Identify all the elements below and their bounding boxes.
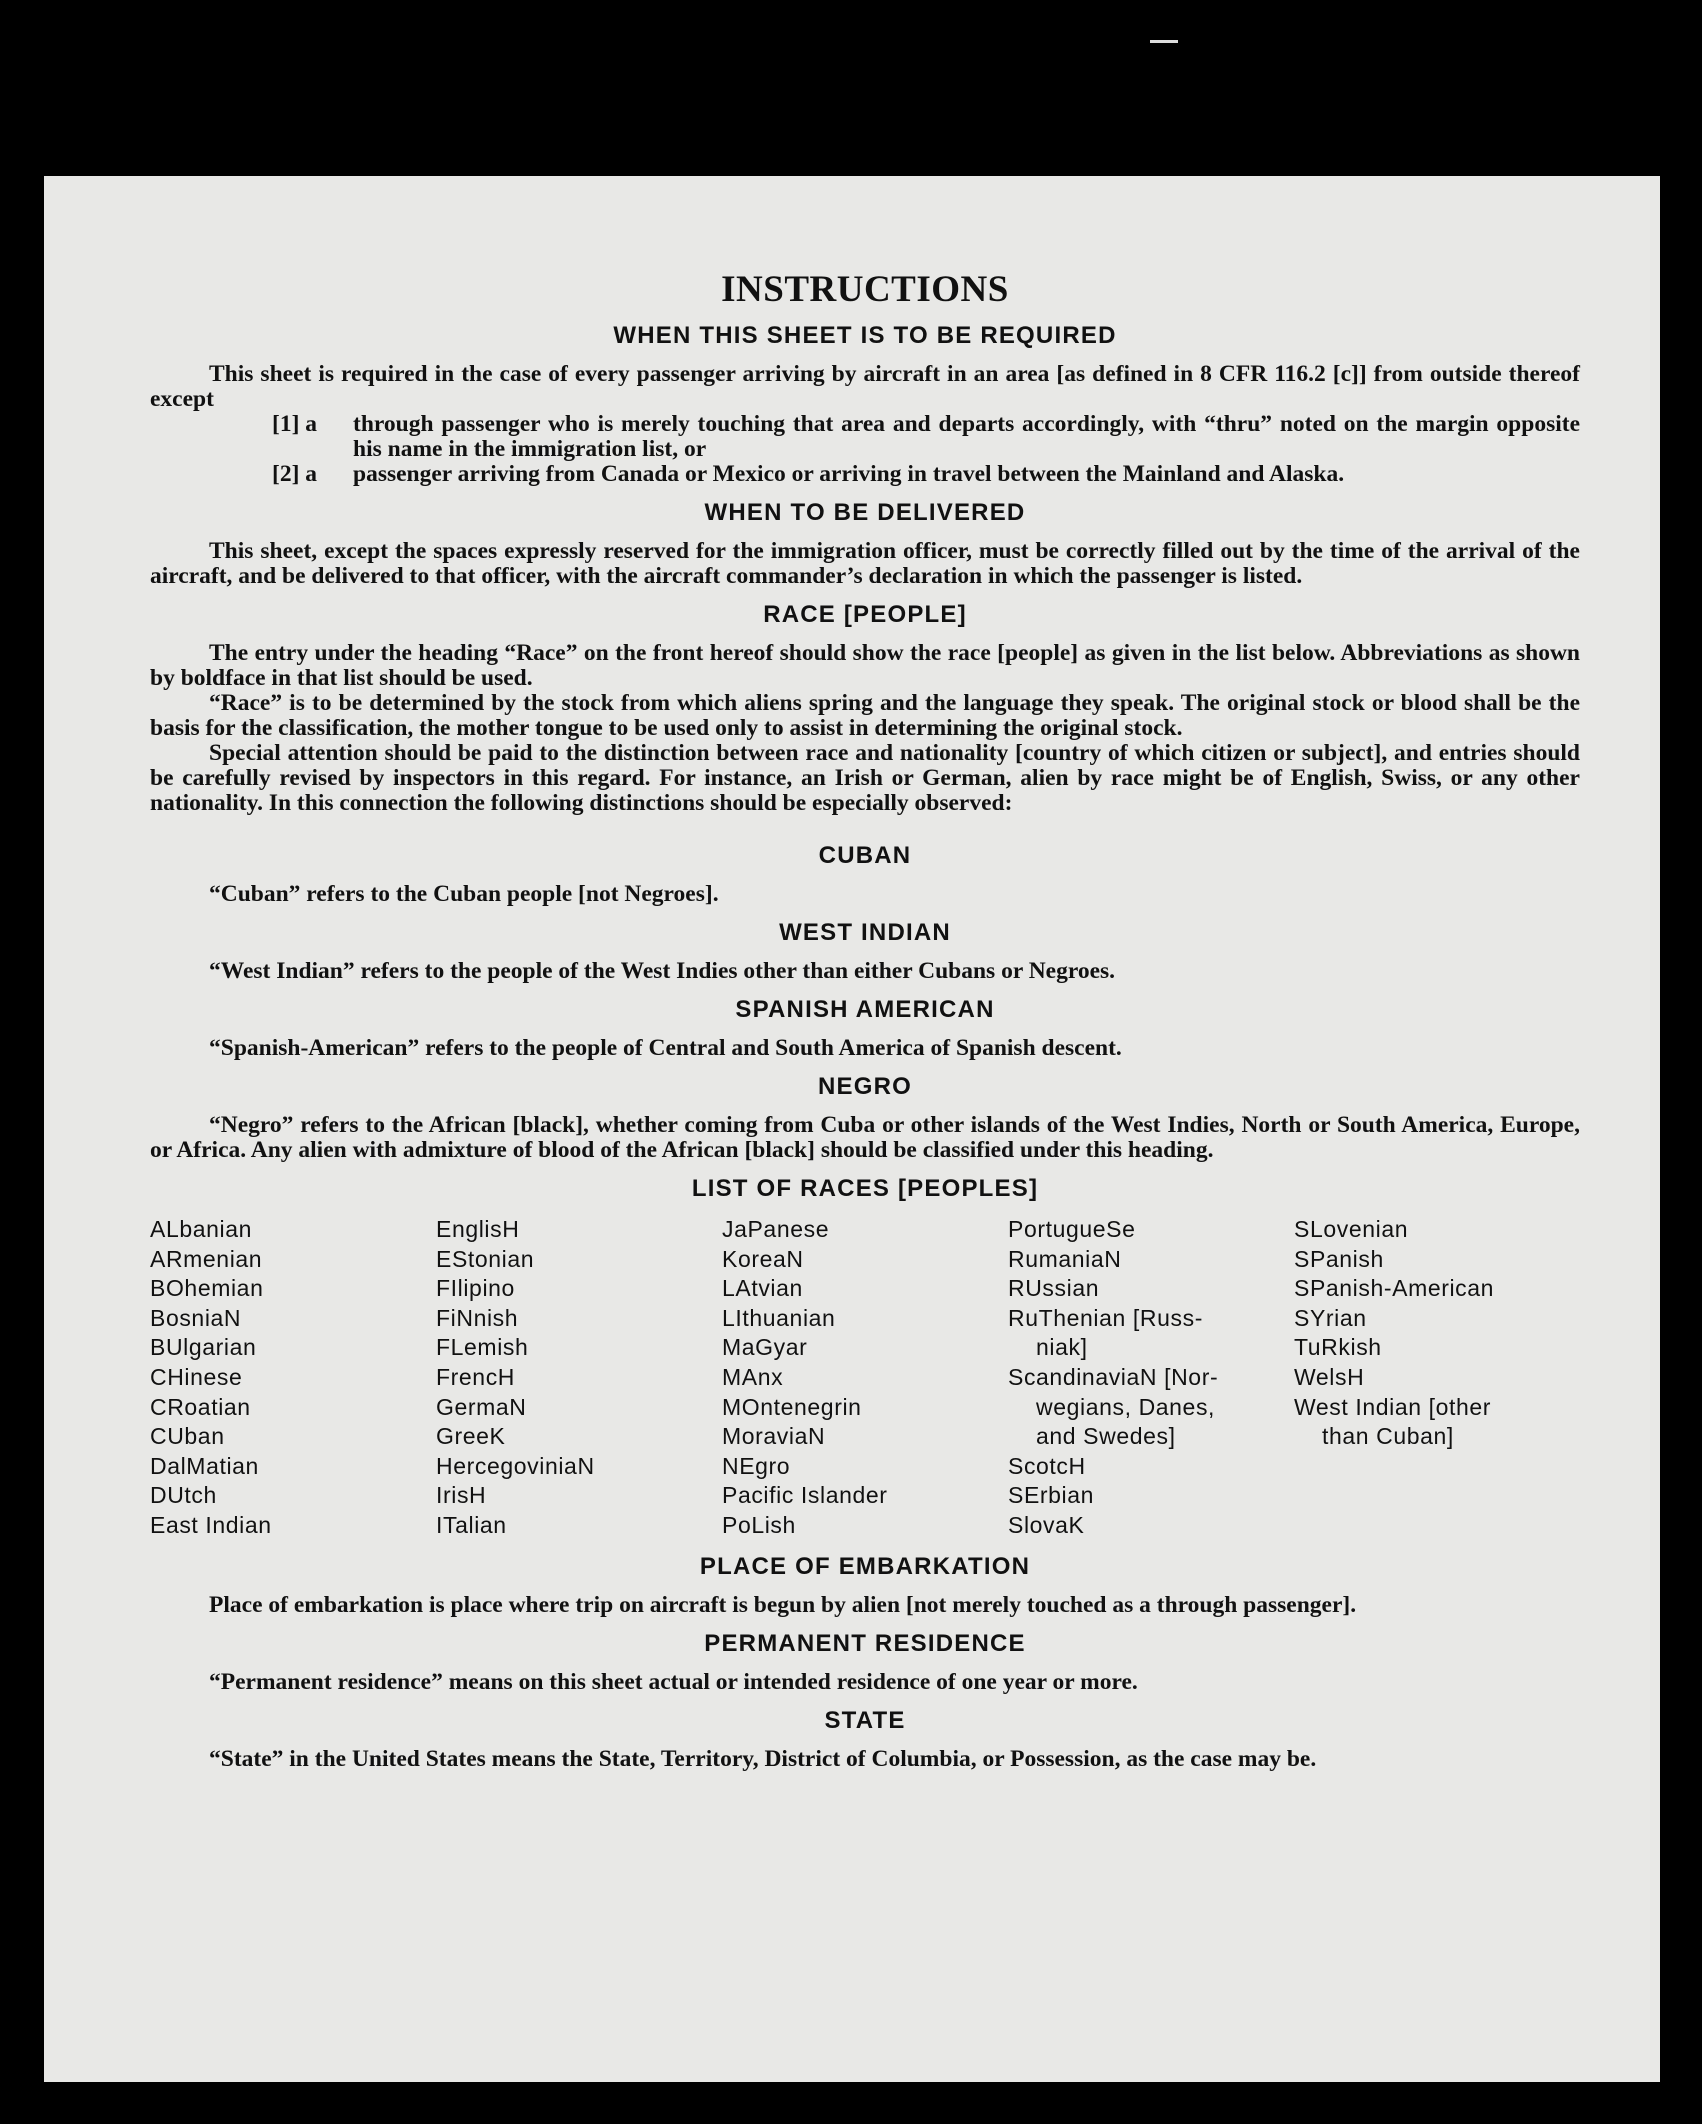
race-item: ScandinaviaN [Nor-	[1008, 1363, 1219, 1390]
heading-state: STATE	[824, 1706, 906, 1734]
race-item: ARmenian	[150, 1245, 263, 1272]
race-item: ITalian	[436, 1511, 507, 1538]
race-item: BosniaN	[150, 1304, 242, 1331]
race-item: IrisH	[436, 1482, 487, 1509]
heading-race: RACE [PEOPLE]	[763, 601, 967, 628]
residence-text: “Permanent residence” means on this sheet actual or intended residence of one year or more.	[209, 1668, 1138, 1695]
item-label: [2] a	[272, 461, 318, 487]
race-item: CRoatian	[150, 1393, 251, 1420]
race-item: FIlipino	[436, 1275, 515, 1302]
race-paragraph-2: “Race” is to be determined by the stock from which aliens spring and the language they speak. The original stock or blood shall be the basis for the classification, the mother tongue to be used only to assist in determining the original stock.	[150, 690, 1580, 741]
race-item: RumaniaN	[1008, 1245, 1122, 1272]
race-item: TuRkish	[1294, 1334, 1382, 1361]
cuban-text: “Cuban” refers to the Cuban people [not Negroes].	[209, 881, 719, 907]
item-text: passenger arriving from Canada or Mexico or arriving in travel between the Mainland and Alaska.	[353, 461, 1345, 487]
race-item: HercegoviniaN	[436, 1452, 595, 1479]
race-item: CHinese	[150, 1363, 243, 1390]
race-item: ScotcH	[1008, 1452, 1086, 1479]
state-text: “State” in the United States means the State, Territory, District of Columbia, or Possession, as the case may be.	[209, 1745, 1317, 1772]
race-item: East Indian	[150, 1511, 272, 1538]
race-item: CUban	[150, 1423, 225, 1450]
race-item: NEgro	[722, 1452, 791, 1479]
delivered-text: This sheet, except the spaces expressly reserved for the immigration officer, must be correctly filled out by the time of the arrival of the aircraft, and be delivered to that officer, with the aircraft commander’s declaration in which the passenger is listed.	[150, 538, 1580, 589]
race-item: SlovaK	[1008, 1511, 1085, 1538]
races-column-1	[150, 1215, 436, 1541]
race-item: JaPanese	[722, 1216, 830, 1242]
race-item: BUlgarian	[150, 1334, 257, 1361]
race-item: West Indian [other	[1294, 1393, 1492, 1420]
races-column-5	[1294, 1215, 1580, 1541]
race-item: SYrian	[1294, 1304, 1367, 1331]
race-item: SPanish-American	[1294, 1275, 1495, 1302]
race-item: Pacific Islander	[722, 1482, 888, 1509]
item-label: [1] a	[272, 411, 318, 437]
race-item: SLovenian	[1294, 1216, 1409, 1242]
race-item-continued: and Swedes]	[1036, 1423, 1176, 1450]
races-column-4	[1008, 1215, 1294, 1541]
race-item: WelsH	[1294, 1363, 1365, 1390]
race-item: BOhemian	[150, 1275, 264, 1302]
west-indian-text: “West Indian” refers to the people of the West Indies other than either Cubans or Negroes.	[209, 958, 1116, 984]
race-item: GermaN	[436, 1393, 527, 1420]
page-title: INSTRUCTIONS	[721, 269, 1009, 310]
race-item: MaGyar	[722, 1334, 808, 1361]
race-item: PortugueSe	[1008, 1216, 1136, 1242]
race-item: MOntenegrin	[722, 1393, 862, 1420]
race-item: LAtvian	[722, 1275, 803, 1302]
race-paragraph-3: Special attention should be paid to the distinction between race and nationality [country of which citizen or subject], and entries should be carefully revised by inspectors in this regard. For instance, an Irish or German, alien by race might be of English, Swiss, or any other nationality. In this connection the following distinctions should be especially observed:	[150, 740, 1580, 816]
race-item: GreeK	[436, 1423, 506, 1450]
race-item: LIthuanian	[722, 1304, 836, 1331]
scan-mark	[1150, 40, 1178, 43]
heading-spanish-american: SPANISH AMERICAN	[735, 996, 995, 1023]
required-intro: This sheet is required in the case of every passenger arriving by aircraft in an area [as defined in 8 CFR 116.2 [c]] from outside thereof except	[150, 361, 1580, 412]
race-item: FiNnish	[436, 1304, 519, 1331]
race-item: MAnx	[722, 1363, 784, 1390]
heading-west-indian: WEST INDIAN	[779, 919, 951, 946]
required-item-2	[272, 462, 1580, 487]
race-item: ALbanian	[150, 1216, 252, 1242]
race-item-continued: niak]	[1036, 1334, 1088, 1361]
race-item: EnglisH	[436, 1216, 520, 1242]
heading-list-of-races: LIST OF RACES [PEOPLES]	[691, 1175, 1039, 1202]
races-column-2	[436, 1215, 722, 1541]
race-item-continued: than Cuban]	[1322, 1423, 1454, 1450]
required-item-1	[272, 412, 1580, 462]
heading-required: WHEN THIS SHEET IS TO BE REQUIRED	[613, 322, 1117, 349]
race-item: MoraviaN	[722, 1423, 826, 1450]
race-item-continued: wegians, Danes,	[1036, 1393, 1216, 1420]
race-item: EStonian	[436, 1245, 535, 1272]
heading-delivered: WHEN TO BE DELIVERED	[704, 499, 1026, 526]
document-page	[44, 176, 1660, 2082]
heading-cuban: CUBAN	[818, 842, 912, 869]
item-text: through passenger who is merely touching that area and departs accordingly, with “thru” noted on the margin opposite his name in the immigration list, or	[353, 411, 1580, 462]
race-item: DUtch	[150, 1482, 217, 1509]
race-item: KoreaN	[722, 1245, 804, 1272]
race-item: SErbian	[1008, 1482, 1095, 1509]
race-item: PoLish	[722, 1511, 796, 1538]
race-item: DalMatian	[150, 1452, 259, 1479]
document-content	[150, 270, 1580, 1772]
heading-residence: PERMANENT RESIDENCE	[704, 1629, 1026, 1657]
race-item: RUssian	[1008, 1275, 1100, 1302]
heading-negro: NEGRO	[817, 1073, 912, 1100]
race-item: FrencH	[436, 1363, 516, 1390]
race-item: FLemish	[436, 1334, 529, 1361]
heading-embarkation: PLACE OF EMBARKATION	[699, 1552, 1031, 1580]
races-column-3	[722, 1215, 1008, 1541]
spanish-american-text: “Spanish-American” refers to the people of Central and South America of Spanish descent.	[209, 1035, 1122, 1061]
race-item: SPanish	[1294, 1245, 1384, 1272]
races-list	[150, 1215, 1580, 1541]
embarkation-text: Place of embarkation is place where trip on aircraft is begun by alien [not merely touched as a through passenger].	[209, 1591, 1357, 1618]
race-paragraph-1: The entry under the heading “Race” on the front hereof should show the race [people] as given in the list below. Abbreviations as shown by boldface in that list should be used.	[150, 640, 1580, 691]
negro-text: “Negro” refers to the African [black], whether coming from Cuba or other islands of the West Indies, North or South America, Europe, or Africa. Any alien with admixture of blood of the African [black] should be classified under this heading.	[150, 1112, 1580, 1163]
race-item: RuThenian [Russ-	[1008, 1304, 1203, 1331]
